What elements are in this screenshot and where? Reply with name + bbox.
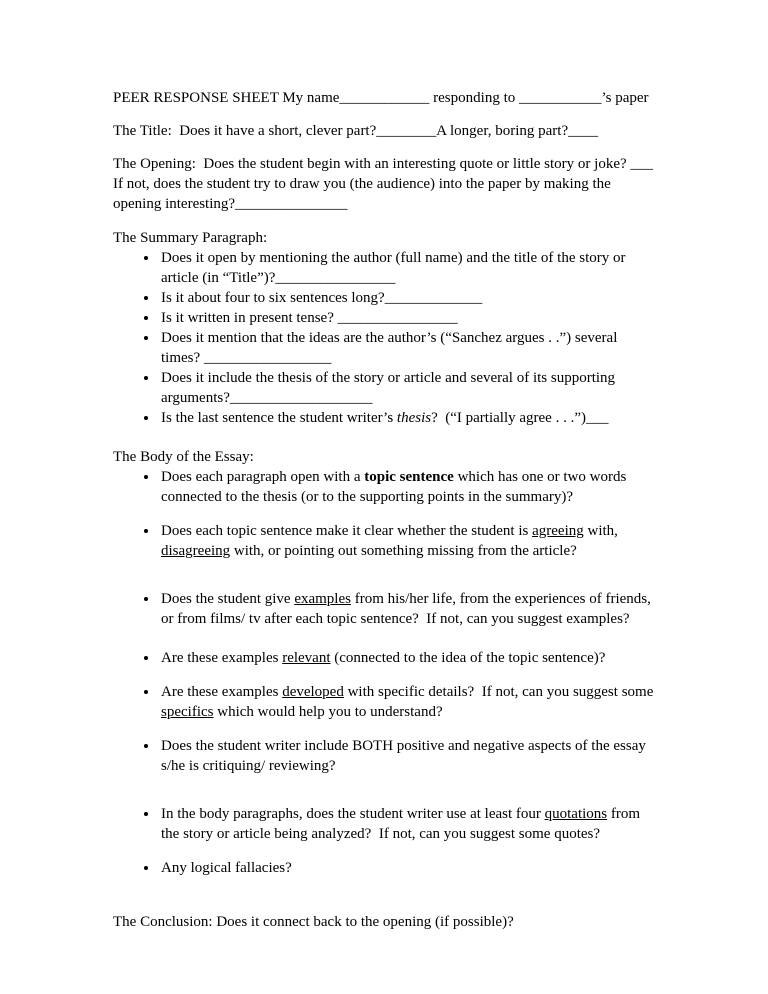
body-bullet-topic-sentence bbox=[159, 467, 656, 507]
summary-list bbox=[113, 248, 656, 428]
summary-bullet-writer-thesis-pre: Is the last sentence the student writer’s bbox=[161, 410, 397, 426]
body-bullet-quotations bbox=[159, 804, 656, 844]
title-question-line: The Title: Does it have a short, clever part?________A longer, boring part?____ bbox=[113, 123, 599, 139]
body-bullet-topic-sentence-post: which has one or two words connected to the thesis (or to the supporting points in the summary)? bbox=[161, 469, 631, 505]
summary-bullet-writer-thesis-italic: thesis bbox=[396, 410, 432, 426]
body-bullet-agree-post: with, or pointing out something missing from the article? bbox=[230, 543, 577, 559]
body-bullet-relevant-underline: relevant bbox=[282, 650, 331, 666]
summary-heading: The Summary Paragraph: bbox=[113, 230, 268, 246]
body-bullet-relevant-pre: Are these examples bbox=[161, 650, 283, 666]
summary-bullet-tense: • Is it written in present tense? ________________ bbox=[159, 308, 656, 328]
summary-bullet-thesis-arguments: • Does it include the thesis of the story or article and several of its supporting arguments?___________________ bbox=[159, 368, 656, 408]
body-bullet-developed bbox=[159, 682, 656, 722]
body-bullet-examples-post: from his/her life, from the experiences of friends, or from films/ tv after each topic sentence? If not, can you suggest examples? bbox=[161, 591, 655, 627]
body-bullet-agreeing-underline: agreeing bbox=[532, 523, 584, 539]
body-bullet-quotations-post: from the story or article being analyzed? If not, can you suggest some quotes? bbox=[161, 806, 644, 842]
body-bullet-examples bbox=[159, 589, 656, 629]
summary-bullet-length: • Is it about four to six sentences long?_____________ bbox=[159, 288, 656, 308]
body-bullet-quotations-underline: quotations bbox=[544, 806, 608, 822]
body-bullet-agree-disagree bbox=[159, 521, 656, 561]
opening-paragraph: The Opening: Does the student begin with an interesting quote or little story or joke? ___ If not, does the student try to draw you (the audience) into the paper by making the opening interesting?_______________ bbox=[113, 156, 657, 212]
body-bullet-fallacies: • Any logical fallacies? bbox=[159, 858, 656, 878]
body-bullet-topic-sentence-bold: topic sentence bbox=[364, 469, 454, 485]
body-bullet-developed-post: which would help you to understand? bbox=[213, 704, 443, 720]
body-bullet-relevant-post: (connected to the idea of the topic sentence)? bbox=[330, 650, 606, 666]
summary-bullet-author-title: • Does it open by mentioning the author (full name) and the title of the story or article (in “Title”)?________________ bbox=[159, 248, 656, 288]
body-bullet-examples-pre: Does the student give bbox=[161, 591, 295, 607]
body-bullet-agree-pre: Does each topic sentence make it clear whether the student is bbox=[161, 523, 533, 539]
body-bullet-developed-mid: with specific details? If not, can you suggest some bbox=[343, 684, 658, 700]
body-bullet-agree-mid: with, bbox=[583, 523, 622, 539]
body-heading: The Body of the Essay: bbox=[113, 449, 254, 465]
conclusion-line: The Conclusion: Does it connect back to the opening (if possible)? bbox=[113, 914, 514, 930]
summary-bullet-attribution: • Does it mention that the ideas are the author’s (“Sanchez argues . .”) several times? _________________ bbox=[159, 328, 656, 368]
summary-bullet-writer-thesis-post: ? (“I partially agree . . .”)___ bbox=[431, 410, 609, 426]
body-bullet-both-aspects: • Does the student writer include BOTH positive and negative aspects of the essay s/he is critiquing/ reviewing? bbox=[159, 736, 656, 776]
header-line: PEER RESPONSE SHEET My name____________ responding to ___________’s paper bbox=[113, 90, 649, 106]
body-bullet-disagreeing-underline: disagreeing bbox=[161, 543, 231, 559]
body-list bbox=[113, 467, 656, 878]
body-bullet-specifics-underline: specifics bbox=[161, 704, 214, 720]
body-bullet-relevant bbox=[159, 648, 656, 668]
body-bullet-developed-pre: Are these examples bbox=[161, 684, 283, 700]
body-bullet-quotations-pre: In the body paragraphs, does the student writer use at least four bbox=[161, 806, 545, 822]
body-bullet-developed-underline: developed bbox=[282, 684, 344, 700]
summary-bullet-writer-thesis bbox=[159, 408, 656, 428]
body-bullet-examples-underline: examples bbox=[294, 591, 351, 607]
body-bullet-topic-sentence-pre: Does each paragraph open with a bbox=[161, 469, 365, 485]
